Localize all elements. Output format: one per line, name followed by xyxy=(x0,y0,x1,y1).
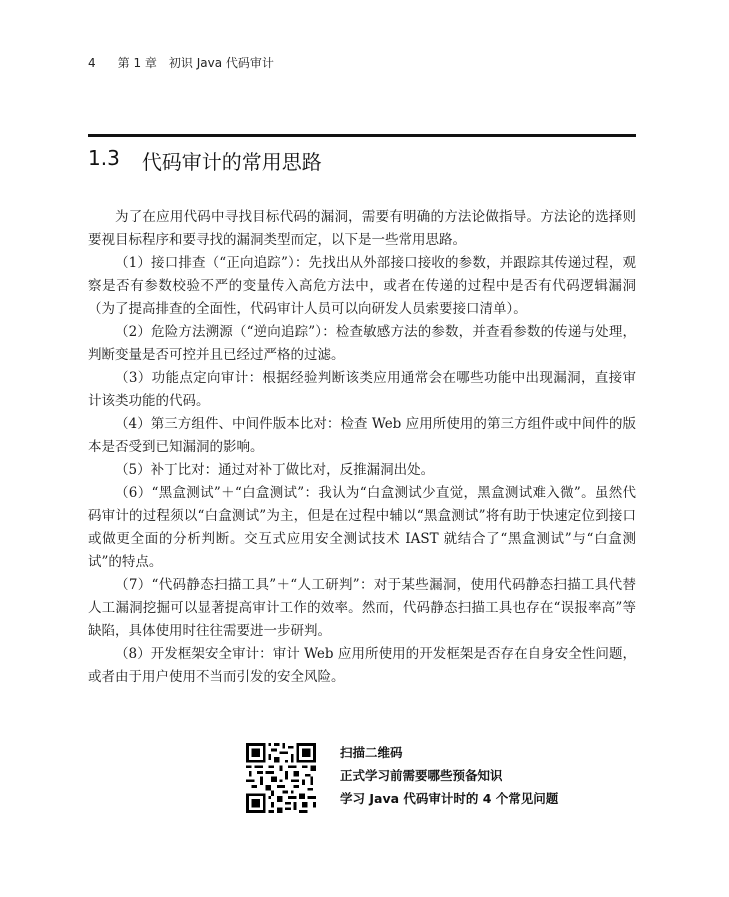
paragraph-item-3: （3）功能点定向审计：根据经验判断该类应用通常会在哪些功能中出现漏洞，直接审计该类功能的代码。 xyxy=(88,370,636,409)
body-text xyxy=(88,206,636,689)
paragraph-intro: 为了在应用代码中寻找目标代码的漏洞，需要有明确的方法论做指导。方法论的选择则要视目标程序和要寻找的漏洞类型而定，以下是一些常用思路。 xyxy=(88,209,636,248)
chapter-title: 第 1 章 初识 Java 代码审计 xyxy=(117,56,274,70)
qr-line-3: 学习 Java 代码审计时的 4 个常见问题 xyxy=(340,791,559,806)
page-number: 4 xyxy=(88,56,96,70)
paragraph-item-7: （7）“代码静态扫描工具”＋“人工研判”：对于某些漏洞，使用代码静态扫描工具代替人工漏洞挖掘可以显著提高审计工作的效率。然而，代码静态扫描工具也存在“误报率高”等缺陷，具体使用时往往需要进一步研判。 xyxy=(88,577,636,639)
qr-block xyxy=(246,743,558,813)
section-title: 代码审计的常用思路 xyxy=(141,150,322,174)
qr-caption xyxy=(340,741,558,810)
section-rule xyxy=(88,134,636,137)
qr-line-1: 扫描二维码 xyxy=(340,745,403,760)
qr-line-2: 正式学习前需要哪些预备知识 xyxy=(340,768,503,783)
paragraph-item-8: （8）开发框架安全审计：审计 Web 应用所使用的开发框架是否存在自身安全性问题，或者由于用户使用不当而引发的安全风险。 xyxy=(88,646,636,685)
qr-code-icon[interactable] xyxy=(246,743,316,813)
section-number: 1.3 xyxy=(88,146,120,170)
running-header xyxy=(88,54,274,71)
paragraph-item-2: （2）危险方法溯源（“逆向追踪”）：检查敏感方法的参数，并查看参数的传递与处理，判断变量是否可控并且已经过严格的过滤。 xyxy=(88,324,636,363)
paragraph-item-1: （1）接口排查（“正向追踪”）：先找出从外部接口接收的参数，并跟踪其传递过程，观察是否有参数校验不严的变量传入高危方法中，或者在传递的过程中是否有代码逻辑漏洞（为了提高排查的全面性，代码审计人员可以向研发人员索要接口清单）。 xyxy=(88,255,636,317)
section-heading xyxy=(88,146,322,175)
paragraph-item-6: （6）“黑盒测试”＋“白盒测试”：我认为“白盒测试少直觉，黑盒测试难入微”。虽然代码审计的过程须以“白盒测试”为主，但是在过程中辅以“黑盒测试”将有助于快速定位到接口或做更全面的分析判断。交互式应用安全测试技术 IAST 就结合了“黑盒测试”与“白盒测试”的特点。 xyxy=(88,485,636,570)
paragraph-item-5: （5）补丁比对：通过对补丁做比对，反推漏洞出处。 xyxy=(115,462,435,478)
paragraph-item-4: （4）第三方组件、中间件版本比对：检查 Web 应用所使用的第三方组件或中间件的版本是否受到已知漏洞的影响。 xyxy=(88,416,636,455)
